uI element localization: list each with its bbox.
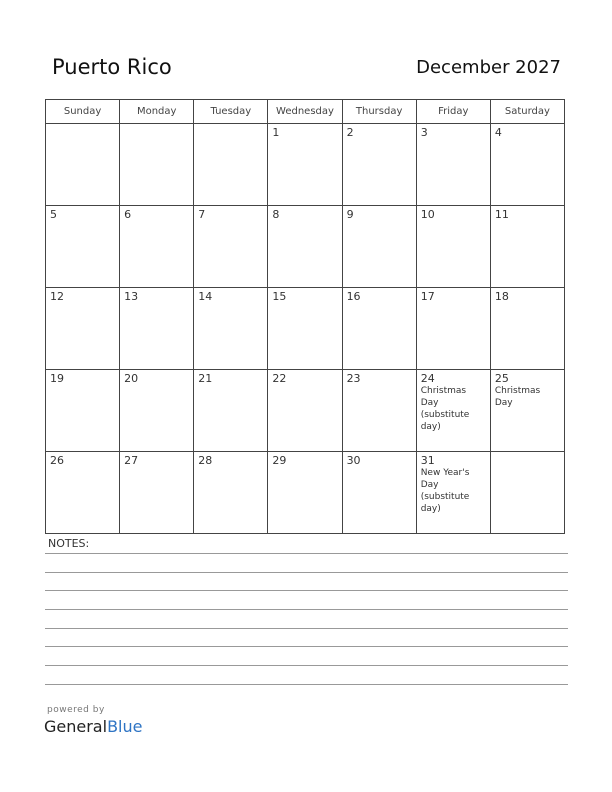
day-cell-6 [120, 206, 194, 288]
day-number: 6 [124, 208, 132, 221]
day-number: 14 [198, 290, 213, 303]
day-cell-empty [490, 452, 564, 534]
day-cell-25 [490, 370, 564, 452]
day-number: 10 [420, 208, 435, 221]
day-number: 21 [198, 372, 213, 385]
day-cell-9 [342, 206, 416, 288]
day-cell-24 [416, 370, 490, 452]
holiday-label: New Year's [420, 468, 470, 478]
week-row [46, 370, 565, 452]
week-row [46, 452, 565, 534]
day-cell-15 [268, 288, 342, 370]
day-cell-22 [268, 370, 342, 452]
weekday-saturday: Saturday [490, 100, 564, 124]
month-year-title: December 2027 [416, 57, 561, 78]
day-number: 19 [50, 372, 64, 385]
note-line [45, 609, 568, 610]
day-cell-17 [416, 288, 490, 370]
holiday-label: Day [494, 398, 513, 408]
day-cell-5 [46, 206, 120, 288]
holiday-label: (substitute [420, 492, 470, 502]
day-cell-12 [46, 288, 120, 370]
day-number: 28 [198, 454, 213, 467]
day-number: 8 [272, 208, 280, 221]
day-number: 11 [494, 208, 509, 221]
notes-label: NOTES: [48, 537, 90, 550]
day-number: 3 [420, 126, 428, 139]
day-number: 25 [494, 372, 509, 385]
day-number: 31 [420, 454, 435, 467]
day-number: 9 [346, 208, 354, 221]
day-cell-26 [46, 452, 120, 534]
weekday-sunday: Sunday [46, 100, 120, 124]
week-row [46, 206, 565, 288]
day-cell-4 [490, 124, 564, 206]
weekday-monday: Monday [120, 100, 194, 124]
day-cell-2 [342, 124, 416, 206]
day-number: 1 [272, 126, 280, 139]
day-cell-3 [416, 124, 490, 206]
week-row [46, 124, 565, 206]
powered-by-text: powered by [47, 705, 105, 715]
holiday-label: (substitute [420, 410, 470, 420]
day-cell-1 [268, 124, 342, 206]
weekday-thursday: Thursday [342, 100, 416, 124]
day-number: 27 [124, 454, 139, 467]
calendar-grid [45, 99, 565, 534]
day-number: 26 [50, 454, 64, 467]
day-cell-7 [194, 206, 268, 288]
day-number: 17 [420, 290, 435, 303]
day-number: 13 [124, 290, 139, 303]
note-line [45, 590, 568, 591]
holiday-label: Day [420, 480, 439, 490]
day-cell-29 [268, 452, 342, 534]
note-line [45, 628, 568, 629]
holiday-label: day) [420, 504, 441, 514]
brand-name-general: General [44, 717, 108, 736]
day-cell-31 [416, 452, 490, 534]
weekday-wednesday: Wednesday [268, 100, 342, 124]
day-cell-14 [194, 288, 268, 370]
day-cell-20 [120, 370, 194, 452]
day-number: 15 [272, 290, 287, 303]
day-number: 4 [494, 126, 502, 139]
day-cell-16 [342, 288, 416, 370]
day-cell-8 [268, 206, 342, 288]
holiday-label: Day [420, 398, 439, 408]
day-cell-28 [194, 452, 268, 534]
day-number: 23 [346, 372, 361, 385]
week-row [46, 288, 565, 370]
day-cell-21 [194, 370, 268, 452]
day-cell-11 [490, 206, 564, 288]
day-number: 5 [50, 208, 57, 221]
brand-name-blue: Blue [107, 717, 143, 736]
note-line [45, 572, 568, 573]
day-number: 16 [346, 290, 361, 303]
day-number: 12 [50, 290, 64, 303]
day-cell-23 [342, 370, 416, 452]
holiday-label: Christmas [420, 386, 467, 396]
day-cell-empty [194, 124, 268, 206]
day-cell-18 [490, 288, 564, 370]
note-line [45, 646, 568, 647]
day-number: 22 [272, 372, 287, 385]
weekday-friday: Friday [416, 100, 490, 124]
day-number: 30 [346, 454, 361, 467]
note-line [45, 665, 568, 666]
weekday-tuesday: Tuesday [194, 100, 268, 124]
holiday-label: Christmas [494, 386, 541, 396]
day-number: 18 [494, 290, 509, 303]
day-cell-19 [46, 370, 120, 452]
note-line [45, 553, 568, 554]
day-cell-30 [342, 452, 416, 534]
country-title: Puerto Rico [52, 55, 172, 79]
day-cell-27 [120, 452, 194, 534]
day-number: 7 [198, 208, 206, 221]
day-cell-13 [120, 288, 194, 370]
day-number: 2 [346, 126, 354, 139]
weekday-header-row [46, 100, 565, 124]
note-line [45, 684, 568, 685]
day-cell-10 [416, 206, 490, 288]
day-cell-empty [46, 124, 120, 206]
day-number: 29 [272, 454, 287, 467]
brand-logo [44, 717, 142, 736]
day-number: 24 [420, 372, 435, 385]
holiday-label: day) [420, 422, 441, 432]
day-cell-empty [120, 124, 194, 206]
day-number: 20 [124, 372, 139, 385]
